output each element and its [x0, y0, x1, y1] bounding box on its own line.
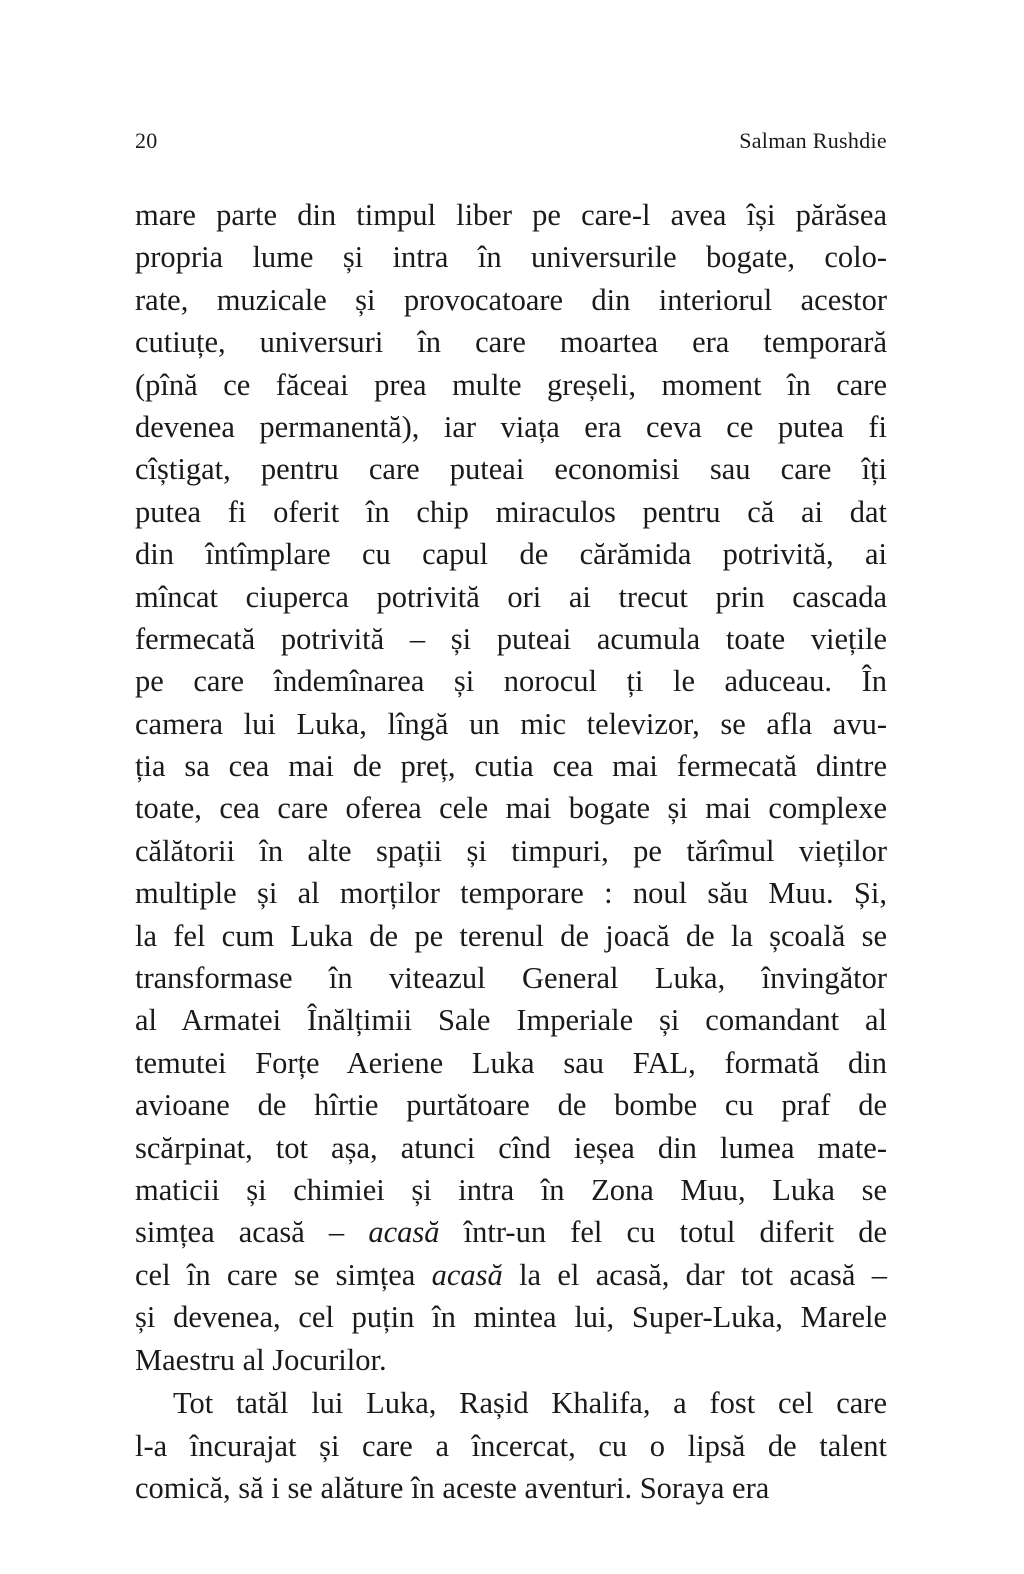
text-segment: cel în care se simțea: [135, 1257, 432, 1292]
text-line: cîștigat, pentru care puteai economisi sau care îți: [135, 452, 887, 487]
paragraph-1: [135, 194, 887, 1381]
text-segment: la el acasă, dar tot acasă –: [502, 1257, 887, 1292]
text-line: multiple și al morților temporare : noul său Muu. Și,: [135, 876, 887, 911]
running-header-author: Salman Rushdie: [739, 128, 887, 153]
italic-emphasis: acasă: [431, 1257, 503, 1292]
text-line: [135, 1254, 887, 1296]
body-text: [135, 194, 887, 1510]
text-line: mare parte din timpul liber pe care-l avea își părăsea: [135, 198, 887, 232]
text-line: și devenea, cel puțin în mintea lui, Super-Luka, Marele: [135, 1300, 887, 1335]
text-line: la fel cum Luka de pe terenul de joacă de la școală se: [135, 918, 887, 953]
text-line: camera lui Luka, lîngă un mic televizor, se afla avu-: [135, 706, 887, 741]
paragraph-2: [135, 1382, 887, 1509]
text-line: toate, cea care oferea cele mai bogate și mai complexe: [135, 791, 887, 826]
text-line: al Armatei Înălțimii Sale Imperiale și comandant al: [135, 1003, 887, 1038]
text-line: putea fi oferit în chip miraculos pentru că ai dat: [135, 494, 887, 529]
text-line: pe care îndemînarea și norocul ți le aduceau. În: [135, 664, 887, 699]
text-line: din întîmplare cu capul de cărămida potrivită, ai: [135, 537, 887, 572]
text-line: călătorii în alte spații și timpuri, pe tărîmul vieților: [135, 833, 887, 868]
text-line: temutei Forțe Aeriene Luka sau FAL, formată din: [135, 1045, 887, 1080]
text-segment: într-un fel cu totul diferit de: [439, 1215, 887, 1250]
text-line: fermecată potrivită – și puteai acumula toate viețile: [135, 621, 887, 656]
text-line: transformase în viteazul General Luka, învingător: [135, 961, 887, 996]
text-line: [135, 1211, 887, 1253]
text-line: Tot tatăl lui Luka, Rașid Khalifa, a fost cel care: [173, 1386, 887, 1421]
text-line: cutiuțe, universuri în care moartea era temporară: [135, 325, 887, 360]
text-line: l-a încurajat și care a încercat, cu o lipsă de talent: [135, 1428, 887, 1463]
text-line: maticii și chimiei și intra în Zona Muu, Luka se: [135, 1172, 887, 1207]
text-line: rate, muzicale și provocatoare din interiorul acestor: [135, 282, 887, 317]
text-line: scărpinat, tot așa, atunci cînd ieșea din lumea mate-: [135, 1130, 887, 1165]
text-line: avioane de hîrtie purtătoare de bombe cu praf de: [135, 1088, 887, 1123]
text-line: (pînă ce făceai prea multe greșeli, moment în care: [135, 367, 887, 402]
text-line: comică, să i se alăture în aceste aventuri. Soraya era: [135, 1471, 770, 1506]
text-line: propria lume și intra în universurile bogate, colo-: [135, 240, 887, 275]
text-line: mîncat ciuperca potrivită ori ai trecut prin cascada: [135, 579, 887, 614]
text-line: devenea permanentă), iar viața era ceva ce putea fi: [135, 409, 887, 444]
text-line: Maestru al Jocurilor.: [135, 1342, 387, 1377]
text-line: ția sa cea mai de preț, cutia cea mai fermecată dintre: [135, 749, 887, 784]
italic-emphasis: acasă: [368, 1215, 440, 1250]
page-number: 20: [135, 128, 158, 153]
text-segment: simțea acasă –: [135, 1215, 369, 1250]
